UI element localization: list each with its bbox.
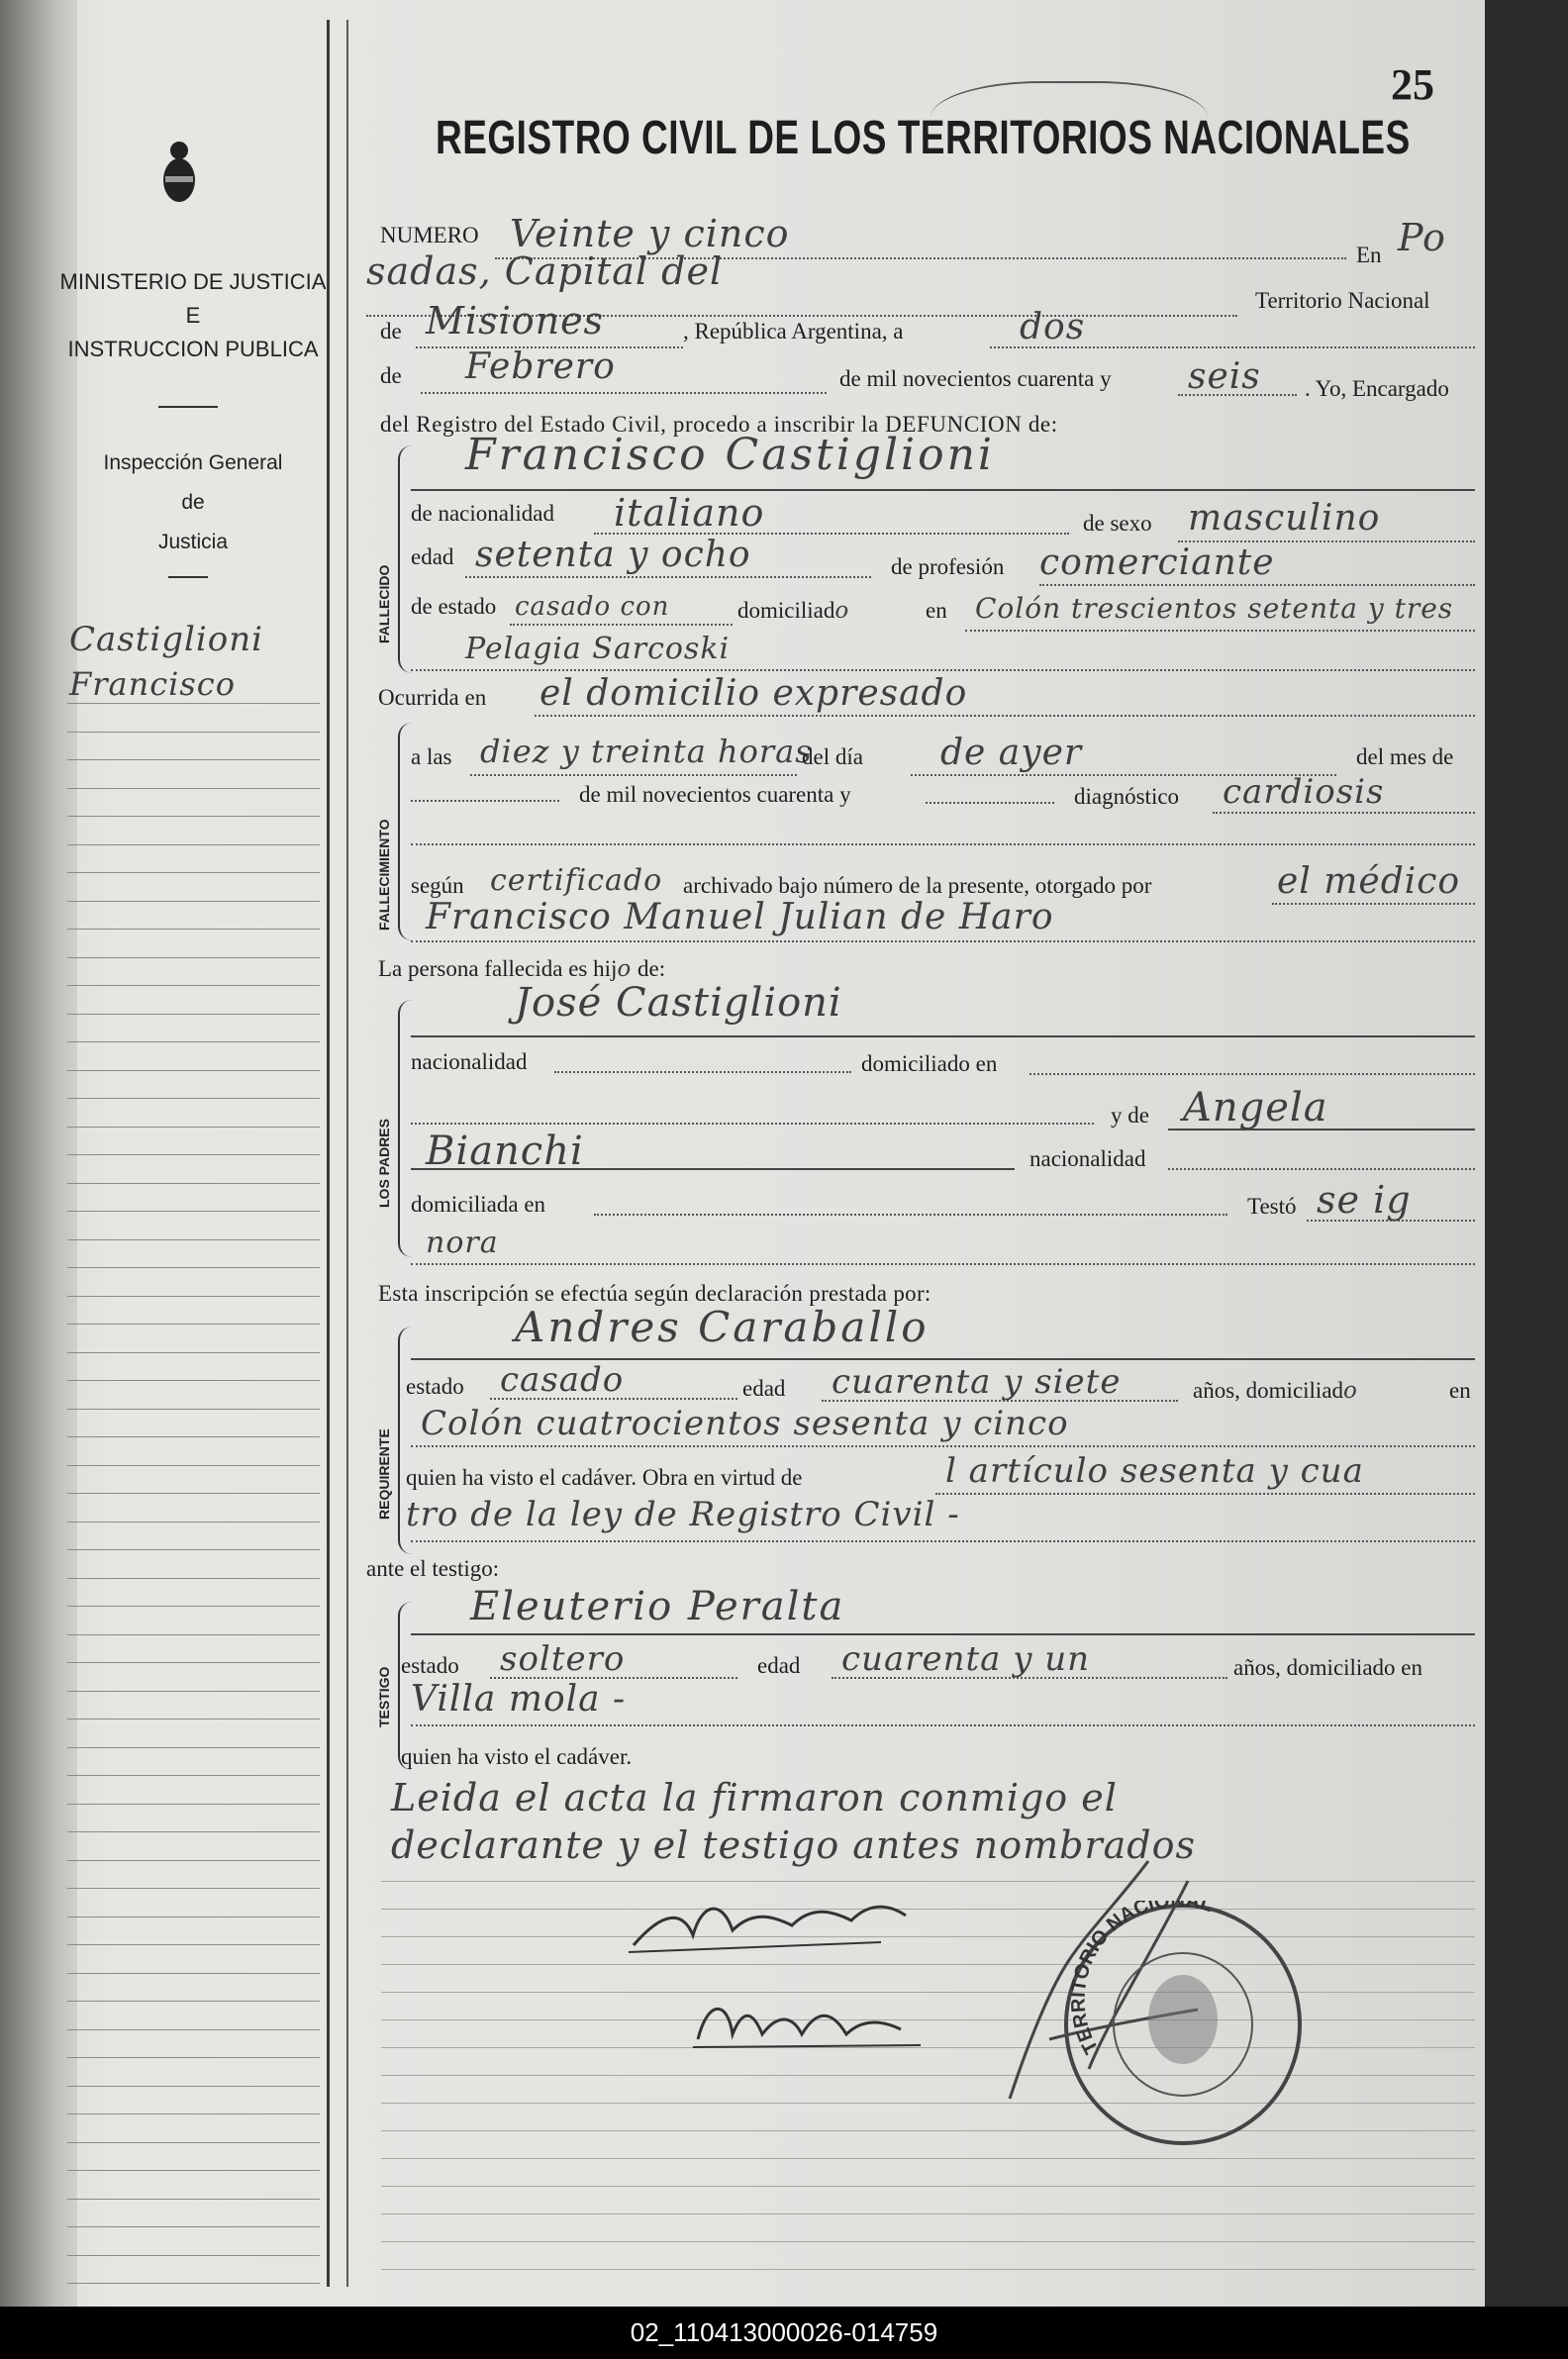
brace-fallecido [398, 445, 412, 673]
inspection-line-2: de [181, 491, 205, 514]
stub-rule [67, 1634, 320, 1635]
req-virtud-value-2: tro de la ley de Registro Civil - [406, 1495, 960, 1534]
hora-label: a las [411, 744, 452, 769]
req-domicilio-line [411, 1445, 1475, 1447]
test-edad-line [832, 1677, 1227, 1679]
ministry-heading [59, 265, 327, 366]
stub-rule [67, 844, 320, 845]
padre-domicilio-line [1029, 1073, 1475, 1075]
stub-rule [67, 1775, 320, 1776]
margin-divider-inner [346, 20, 348, 2287]
inspection-line-1: Inspección General [103, 451, 283, 474]
margin-surname: Castiglioni [69, 620, 264, 659]
medico-line [411, 940, 1475, 942]
domiciliado-text: domiciliad [737, 598, 835, 623]
stub-rule [67, 816, 320, 817]
test-domicilio-value: Villa mola - [411, 1679, 627, 1720]
domiciliado-suffix: o [834, 598, 850, 624]
domiciliada-line [594, 1214, 1227, 1216]
test-visto-label: quien ha visto el cadáver. [401, 1744, 633, 1769]
ministry-line-3: INSTRUCCION PUBLICA [67, 337, 319, 361]
body-rule [381, 2158, 1475, 2159]
body-rule [381, 2186, 1475, 2187]
req-edad-line [822, 1400, 1178, 1402]
page-number: 25 [1391, 60, 1434, 109]
padre-nacionalidad-label: nacionalidad [411, 1049, 528, 1074]
dia-label: del día [802, 744, 863, 769]
de-label: de [380, 319, 402, 344]
estado-line [510, 624, 733, 626]
section-fallecimiento-label: FALLECIMIENTO [376, 819, 392, 931]
stub-rule [67, 2113, 320, 2114]
y-de-label: y de [1111, 1103, 1149, 1128]
page-edge [1485, 0, 1568, 2307]
territorio-value: Misiones [426, 299, 605, 343]
place-line-2: sadas, Capital del [366, 249, 724, 293]
testo-line-2 [411, 1263, 1475, 1265]
testo-line [1307, 1220, 1475, 1222]
estado-value: casado con [515, 592, 670, 622]
anio-line [926, 802, 1054, 804]
coat-of-arms-icon [161, 139, 197, 204]
closing-line-1: Leida el acta la firmaron conmigo el [391, 1776, 1118, 1819]
stub-rule [67, 1070, 320, 1071]
body-rule [381, 2241, 1475, 2242]
year-label: de mil novecientos cuarenta y [839, 366, 1112, 391]
stub-rule [67, 2086, 320, 2087]
hora-value: diez y treinta horas [480, 733, 813, 770]
stub-rule [67, 1465, 320, 1466]
stub-rule [67, 1719, 320, 1720]
req-estado-line [490, 1398, 737, 1400]
territorio-label: Territorio Nacional [1255, 288, 1430, 313]
stub-rule [67, 1041, 320, 1042]
year-line [1178, 394, 1297, 396]
stub-rule [67, 788, 320, 789]
domiciliada-label: domiciliada en [411, 1192, 546, 1217]
signature-testigo [683, 1990, 940, 2064]
ministry-line-2: E [185, 303, 201, 328]
spouse-line [411, 669, 1475, 671]
stub-rule [67, 1606, 320, 1607]
month-line [421, 392, 827, 394]
padre-domicilio-line-2 [411, 1123, 1094, 1125]
month-value: Febrero [465, 346, 616, 387]
test-anios-label: años, domiciliado en [1233, 1655, 1422, 1680]
medico-value: Francisco Manuel Julian de Haro [426, 897, 1054, 937]
stub-rule [67, 2001, 320, 2002]
sidebar-divider-2 [168, 576, 208, 578]
stub-rule [67, 1436, 320, 1437]
diagnostico-label: diagnóstico [1074, 784, 1180, 809]
stub-rule [67, 1549, 320, 1550]
footer-image-id: 02_110413000026-014759 [0, 2307, 1568, 2359]
numero-label: NUMERO [380, 223, 479, 247]
title-overwrite-mark [931, 81, 1208, 172]
otorgado-line [1272, 903, 1475, 905]
stub-rule [67, 1324, 320, 1325]
anio-label: de mil novecientos cuarenta y [579, 782, 851, 807]
inspection-line-3: Justicia [157, 531, 229, 553]
stub-rule [67, 985, 320, 986]
diagnostico-line [1213, 812, 1475, 814]
body-rule [381, 2269, 1475, 2270]
body-rule [381, 2103, 1475, 2104]
requirente-name: Andres Caraballo [515, 1303, 930, 1351]
segun-label: según [411, 873, 464, 898]
closing-line-2: declarante y el testigo antes nombrados [391, 1823, 1196, 1867]
req-visto-label: quien ha visto el cadáver. Obra en virtud de [406, 1465, 803, 1490]
stub-rule [67, 1014, 320, 1015]
stub-rule [67, 1154, 320, 1155]
stub-rule [67, 1098, 320, 1099]
stub-rule [67, 1973, 320, 1974]
req-edad-label: edad [742, 1376, 786, 1401]
segun-value: certificado [490, 863, 663, 898]
stub-rule [67, 1352, 320, 1353]
stub-rule [67, 2029, 320, 2030]
profesion-label: de profesión [891, 554, 1005, 579]
mes-line [411, 800, 559, 802]
archivado-label: archivado bajo número de la presente, otorgado por [683, 873, 1152, 898]
section-fallecido-label: FALLECIDO [376, 564, 392, 643]
stub-rule [67, 2283, 320, 2284]
test-edad-value: cuarenta y un [841, 1639, 1091, 1679]
ocurrida-value: el domicilio expresado [539, 673, 968, 714]
domiciliado-label [737, 598, 849, 624]
spouse-value: Pelagia Sarcoski [465, 632, 731, 666]
nacionalidad-value: italiano [614, 491, 765, 535]
stub-rule [67, 901, 320, 902]
stub-rule [67, 1409, 320, 1410]
body-rule [381, 2075, 1475, 2076]
req-estado-value: casado [500, 1360, 625, 1400]
persona-suffix: o [617, 956, 633, 982]
stub-rule [67, 1662, 320, 1663]
stub-rule [67, 1267, 320, 1268]
stub-rule [67, 703, 320, 704]
stamp-text: TERRITORIO NACIO AL [1067, 1901, 1216, 2058]
stub-rule [67, 1183, 320, 1184]
madre-first: Angela [1183, 1085, 1328, 1130]
madre-nacionalidad-label: nacionalidad [1029, 1146, 1146, 1171]
stub-rule [67, 1211, 320, 1212]
test-estado-value: soltero [500, 1639, 626, 1679]
official-seal-stamp [1059, 1901, 1307, 2148]
hora-line [470, 774, 797, 776]
req-edad-value: cuarenta y siete [832, 1362, 1122, 1402]
en-value: Po [1398, 216, 1446, 259]
stub-rule [67, 1804, 320, 1805]
stub-rule [67, 1944, 320, 1945]
stub-rule [67, 872, 320, 873]
stub-rule [67, 1691, 320, 1692]
req-virtud-line-2 [411, 1540, 1475, 1542]
req-en-label: en [1449, 1378, 1471, 1403]
req-virtud-line [935, 1493, 1475, 1495]
stub-rule [67, 759, 320, 760]
stub-rule [67, 1239, 320, 1240]
test-estado-label: estado [401, 1653, 459, 1678]
margin-divider [327, 20, 330, 2287]
sexo-label: de sexo [1083, 511, 1152, 536]
req-estado-label: estado [406, 1374, 464, 1399]
body-rule [381, 2213, 1475, 2214]
ante-label: ante el testigo: [366, 1556, 500, 1581]
declaracion-label: Esta inscripción se efectúa según declaración prestada por: [378, 1281, 931, 1306]
stub-rule [67, 2226, 320, 2227]
diagnostico-value: cardiosis [1223, 772, 1385, 812]
profesion-line [1039, 584, 1475, 586]
estado-label: de estado [411, 594, 497, 619]
body-rule [381, 1936, 1475, 1937]
signature-declarante [624, 1891, 921, 1965]
inspection-heading [59, 443, 327, 562]
padre-name: José Castiglioni [515, 980, 842, 1026]
body-rule [381, 2130, 1475, 2131]
persona-label [378, 956, 665, 982]
stub-rule [67, 1747, 320, 1748]
otorgado-value: el médico [1277, 861, 1461, 902]
req-anios-text: años, domiciliad [1193, 1378, 1344, 1403]
blank-line-1 [411, 843, 1475, 845]
req-anios-label [1193, 1378, 1358, 1404]
edad-label: edad [411, 544, 454, 569]
brace-padres [398, 1000, 412, 1257]
madre-last-line [411, 1168, 1015, 1170]
req-domicilio-value: Colón cuatrocientos sesenta y cinco [421, 1404, 1069, 1443]
persona-text: La persona fallecida es hij [378, 956, 618, 981]
ocurrida-line [535, 715, 1475, 717]
day-value: dos [1020, 307, 1086, 347]
stub-rule [67, 1522, 320, 1523]
domicilio-value: Colón trescientos setenta y tres [975, 592, 1454, 625]
registro-line: del Registro del Estado Civil, procedo a inscribir la DEFUNCION de: [380, 412, 1058, 437]
dia-value: de ayer [940, 733, 1083, 773]
brace-fallecimiento [398, 723, 412, 940]
padre-domiciliado-label: domiciliado en [861, 1051, 998, 1076]
test-edad-label: edad [757, 1653, 801, 1678]
persona-de: de: [637, 956, 666, 981]
stub-rule [67, 1578, 320, 1579]
madre-nacionalidad-line [1168, 1168, 1475, 1170]
encargado-label: . Yo, Encargado [1305, 376, 1449, 401]
sidebar-divider [158, 406, 218, 408]
domicilio-line [965, 630, 1475, 632]
testo-value: se ig [1317, 1178, 1412, 1222]
domicilio-en-label: en [926, 598, 947, 623]
req-virtud-value: l artículo sesenta y cua [945, 1451, 1364, 1491]
republica-label: , República Argentina, a [683, 319, 904, 344]
stub-rule [67, 1888, 320, 1889]
stub-rule [67, 1831, 320, 1832]
stub-rule [67, 957, 320, 958]
margin-firstname: Francisco [69, 665, 236, 703]
year-value: seis [1188, 356, 1261, 397]
madre-first-line [1168, 1129, 1475, 1130]
edad-value: setenta y ocho [475, 535, 751, 575]
deceased-name: Francisco Castiglioni [465, 430, 995, 480]
section-requirente-label: REQUIRENTE [376, 1428, 392, 1520]
body-rule [381, 1964, 1475, 1965]
ocurrida-label: Ocurrida en [378, 685, 487, 710]
section-padres-label: LOS PADRES [376, 1119, 392, 1208]
stub-rule [67, 1380, 320, 1381]
testigo-name-line [411, 1633, 1475, 1635]
day-line [990, 346, 1475, 348]
ministry-line-1: MINISTERIO DE JUSTICIA [59, 269, 327, 294]
req-anios-suffix: o [1343, 1378, 1358, 1404]
testo-label: Testó [1247, 1194, 1297, 1219]
testo-value-2: nora [426, 1226, 499, 1260]
body-rule [381, 1909, 1475, 1910]
padre-name-line [411, 1035, 1475, 1037]
section-testigo-label: TESTIGO [376, 1666, 392, 1727]
testigo-name: Eleuterio Peralta [470, 1584, 845, 1629]
test-domicilio-line [411, 1724, 1475, 1726]
madre-last: Bianchi [426, 1129, 584, 1174]
stub-rule [67, 2057, 320, 2058]
edad-line [465, 576, 871, 578]
deceased-name-line [411, 489, 1475, 491]
stub-rule [67, 1493, 320, 1494]
profesion-value: comerciante [1039, 542, 1275, 583]
en-label: En [1356, 243, 1382, 267]
mes-label: del mes de [1356, 744, 1454, 769]
sexo-value: masculino [1188, 498, 1381, 539]
stub-rule [67, 732, 320, 733]
de-label-2: de [380, 363, 402, 388]
stub-rule [67, 2199, 320, 2200]
stub-rule [67, 1127, 320, 1128]
page-title: REGISTRO CIVIL DE LOS TERRITORIOS NACIONALES [436, 111, 1411, 164]
body-rule [381, 1881, 1475, 1882]
stub-rule [67, 2170, 320, 2171]
stub-rule [67, 2142, 320, 2143]
stub-rule [67, 2255, 320, 2256]
stub-rule [67, 929, 320, 930]
padre-nacionalidad-line [554, 1071, 851, 1073]
nacionalidad-label: de nacionalidad [411, 501, 554, 526]
numero-value: Veinte y cinco [510, 212, 790, 255]
stub-rule [67, 1296, 320, 1297]
stub-rule [67, 1860, 320, 1861]
